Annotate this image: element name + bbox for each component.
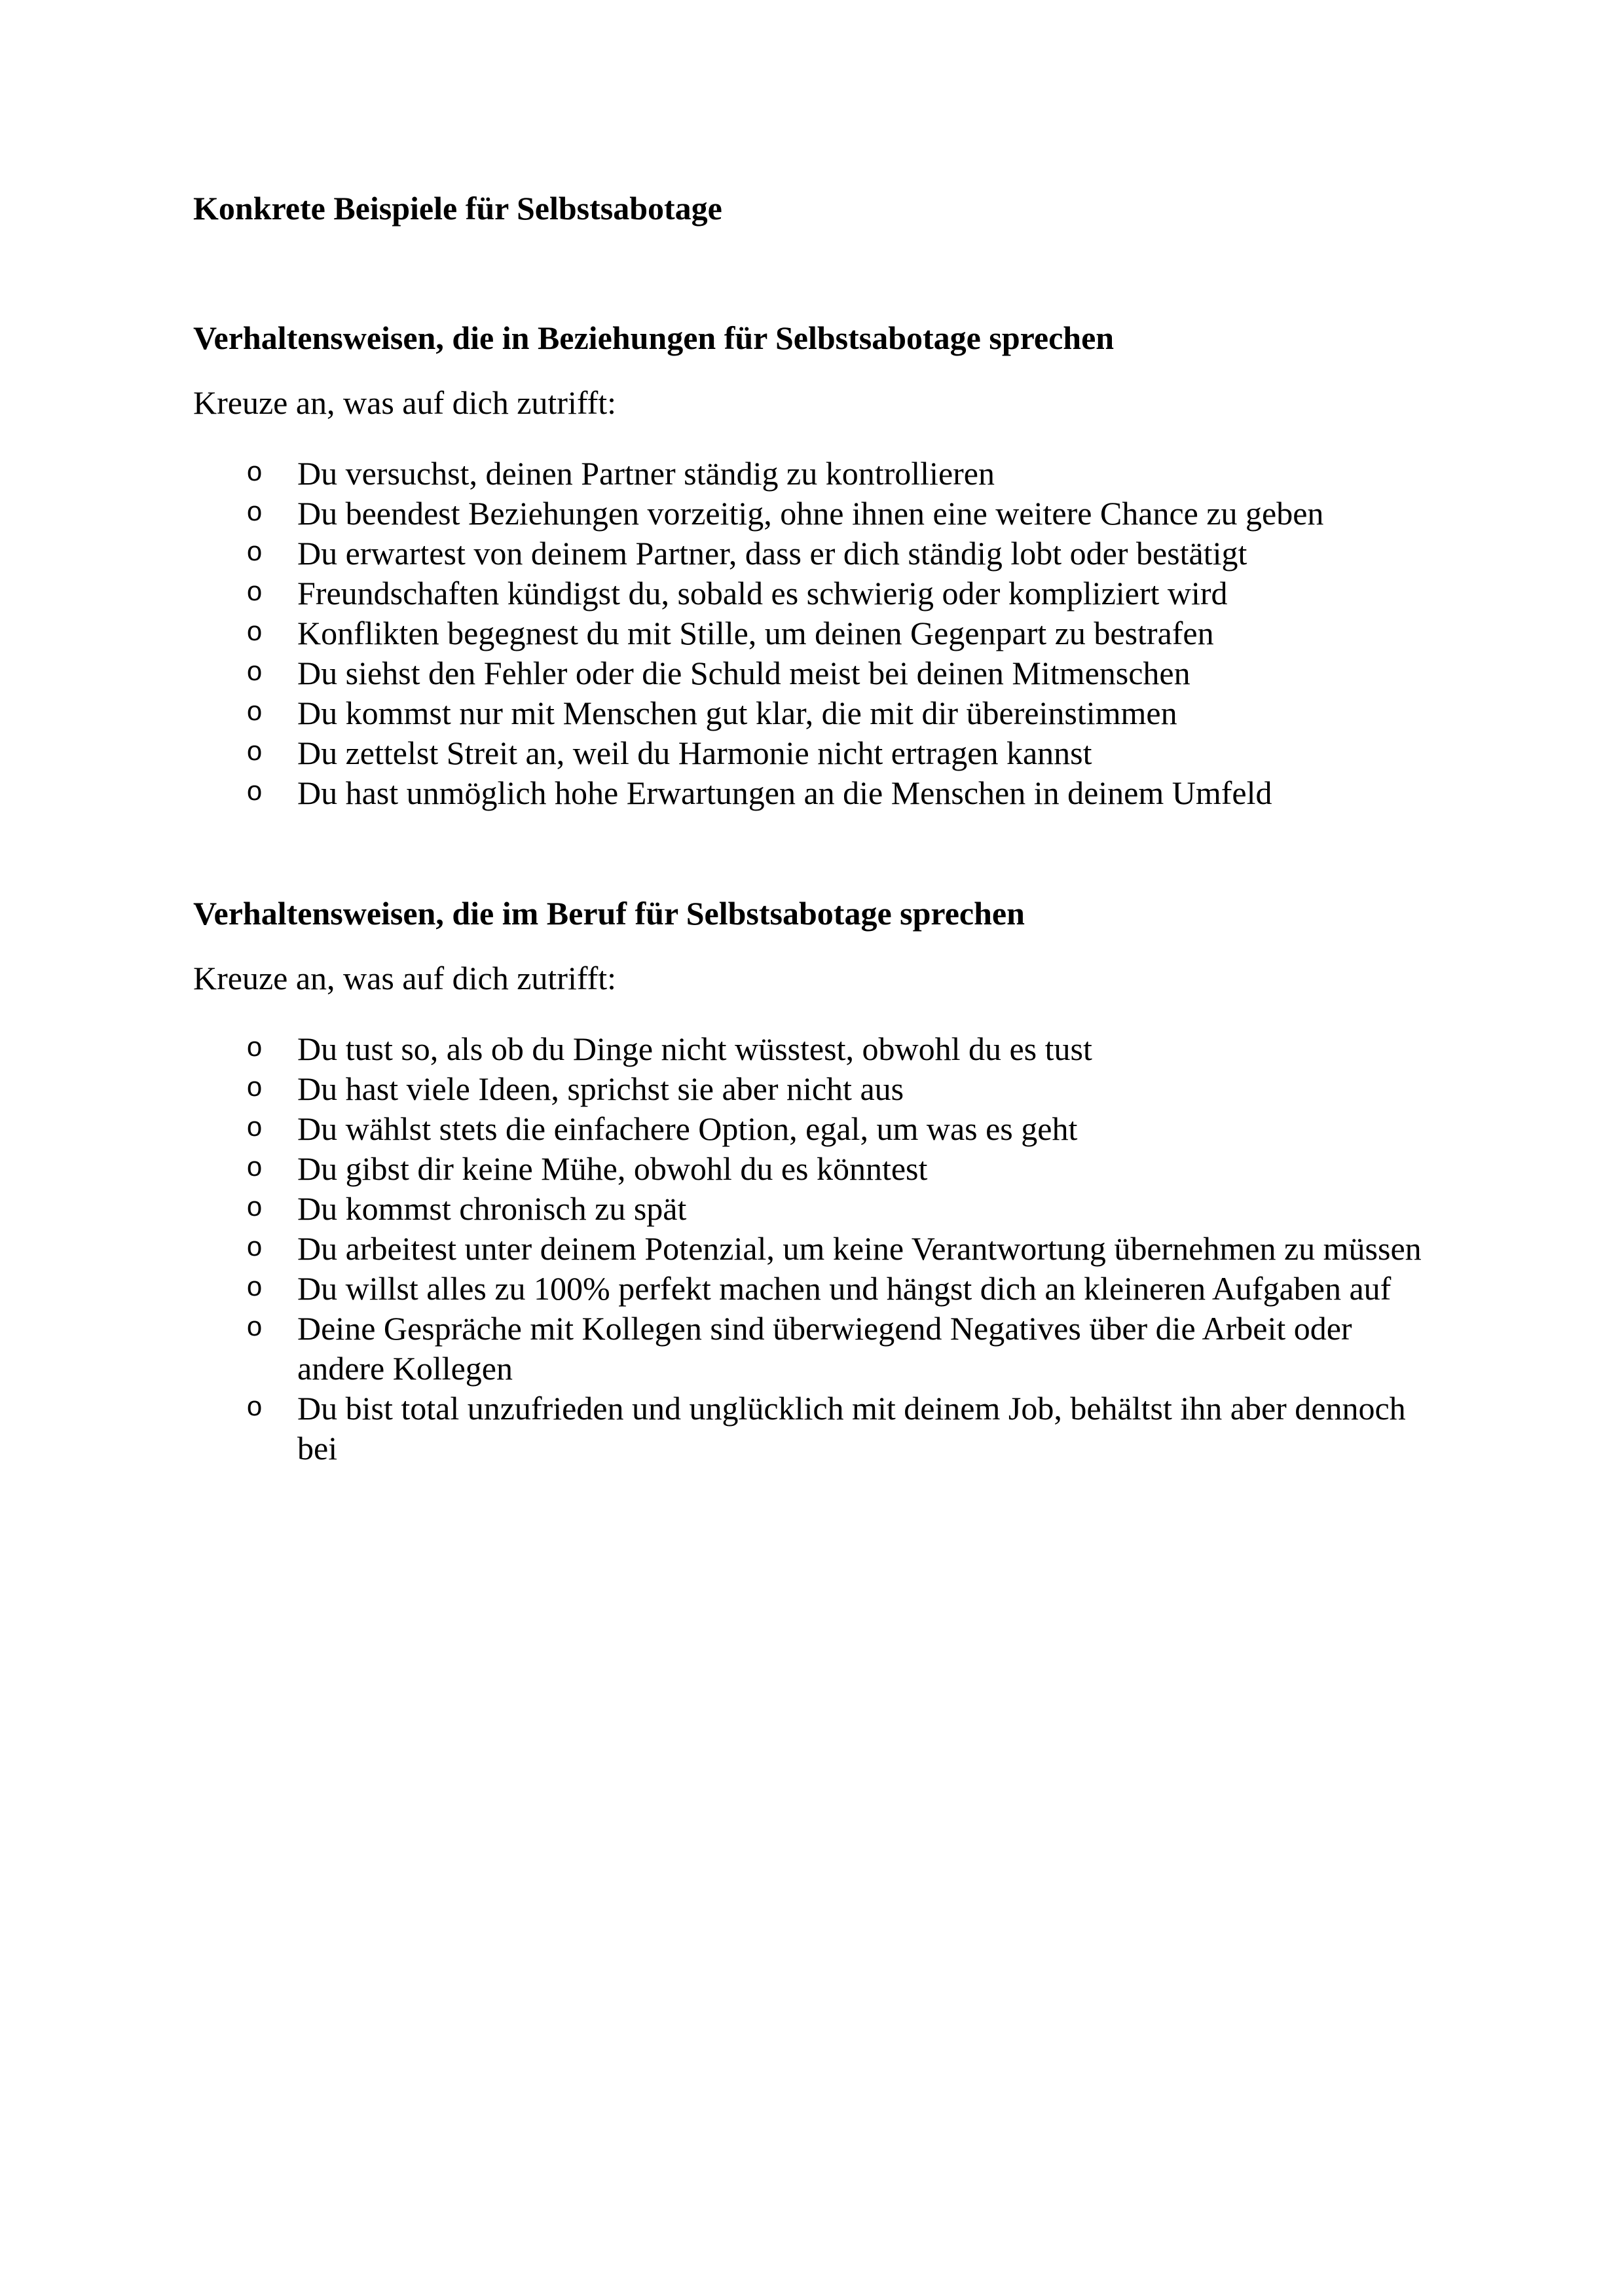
bullet-circle-icon: o — [246, 1192, 263, 1224]
document-title: Konkrete Beispiele für Selbstsabotage — [193, 190, 722, 227]
bullet-circle-icon: o — [246, 1232, 263, 1264]
bullet-circle-icon: o — [246, 697, 263, 729]
list-item — [246, 1109, 1431, 1149]
list-item — [246, 613, 1431, 653]
bullet-circle-icon: o — [246, 537, 263, 569]
intro-text: Kreuze an, was auf dich zutrifft: — [193, 384, 617, 421]
list-item-text: Du bist total unzufrieden und unglücklich mit deinem Job, behältst ihn aber dennoch bei — [297, 1389, 1406, 1467]
list-item-text: Du wählst stets die einfachere Option, egal, um was es geht — [297, 1110, 1078, 1147]
list-item — [246, 773, 1431, 813]
bullet-circle-icon: o — [246, 1032, 263, 1065]
list-item — [246, 574, 1431, 613]
list-item-text: Du hast unmöglich hohe Erwartungen an die Menschen in deinem Umfeld — [297, 774, 1272, 811]
list-item-text: Du beendest Beziehungen vorzeitig, ohne ihnen eine weitere Chance zu geben — [297, 494, 1324, 532]
bullet-circle-icon: o — [246, 737, 263, 769]
section-heading: Verhaltensweisen, die im Beruf für Selbstsabotage sprechen — [193, 894, 1025, 932]
bullet-circle-icon: o — [246, 457, 263, 489]
list-item-text: Du erwartest von deinem Partner, dass er dich ständig lobt oder bestätigt — [297, 534, 1247, 572]
list-item — [246, 534, 1431, 574]
bullet-circle-icon: o — [246, 497, 263, 529]
bullet-circle-icon: o — [246, 657, 263, 689]
list-item — [246, 1389, 1431, 1468]
bullet-circle-icon: o — [246, 1112, 263, 1144]
bullet-circle-icon: o — [246, 617, 263, 649]
list-item-text: Du siehst den Fehler oder die Schuld meist bei deinen Mitmenschen — [297, 654, 1190, 691]
list-item-text: Du gibst dir keine Mühe, obwohl du es könntest — [297, 1150, 928, 1187]
list-item — [246, 1189, 1431, 1229]
bullet-circle-icon: o — [246, 1312, 263, 1344]
list-item-text: Konflikten begegnest du mit Stille, um deinen Gegenpart zu bestrafen — [297, 614, 1214, 651]
list-item-text: Deine Gespräche mit Kollegen sind überwiegend Negatives über die Arbeit oder andere Kollegen — [297, 1309, 1352, 1387]
list-item — [246, 1309, 1431, 1389]
list-item — [246, 494, 1431, 534]
section-career — [193, 895, 1431, 1468]
list-item-text: Du willst alles zu 100% perfekt machen und hängst dich an kleineren Aufgaben auf — [297, 1269, 1392, 1307]
list-item-text: Du zettelst Streit an, weil du Harmonie nicht ertragen kannst — [297, 734, 1092, 771]
list-item-text: Du arbeitest unter deinem Potenzial, um keine Verantwortung übernehmen zu müssen — [297, 1230, 1422, 1267]
list-item — [246, 454, 1431, 494]
checklist — [193, 1029, 1431, 1468]
intro-text: Kreuze an, was auf dich zutrifft: — [193, 960, 617, 996]
list-item — [246, 1069, 1431, 1109]
bullet-circle-icon: o — [246, 776, 263, 809]
list-item-text: Du kommst nur mit Menschen gut klar, die mit dir übereinstimmen — [297, 694, 1177, 731]
list-item-text: Du hast viele Ideen, sprichst sie aber nicht aus — [297, 1070, 904, 1107]
checklist — [193, 454, 1431, 813]
list-item — [246, 653, 1431, 693]
list-item-text: Du tust so, als ob du Dinge nicht wüsstest, obwohl du es tust — [297, 1030, 1092, 1067]
list-item — [246, 733, 1431, 773]
list-item — [246, 1229, 1431, 1269]
list-item — [246, 1149, 1431, 1189]
section-relationships — [193, 319, 1431, 813]
bullet-circle-icon: o — [246, 1272, 263, 1304]
bullet-circle-icon: o — [246, 577, 263, 609]
list-item-text: Du versuchst, deinen Partner ständig zu kontrollieren — [297, 454, 995, 492]
section-heading: Verhaltensweisen, die in Beziehungen für Selbstsabotage sprechen — [193, 319, 1115, 356]
bullet-circle-icon: o — [246, 1392, 263, 1424]
list-item-text: Du kommst chronisch zu spät — [297, 1190, 687, 1227]
bullet-circle-icon: o — [246, 1152, 263, 1184]
list-item — [246, 1029, 1431, 1069]
list-item — [246, 1269, 1431, 1309]
list-item-text: Freundschaften kündigst du, sobald es schwierig oder kompliziert wird — [297, 574, 1228, 611]
list-item — [246, 693, 1431, 733]
bullet-circle-icon: o — [246, 1072, 263, 1104]
